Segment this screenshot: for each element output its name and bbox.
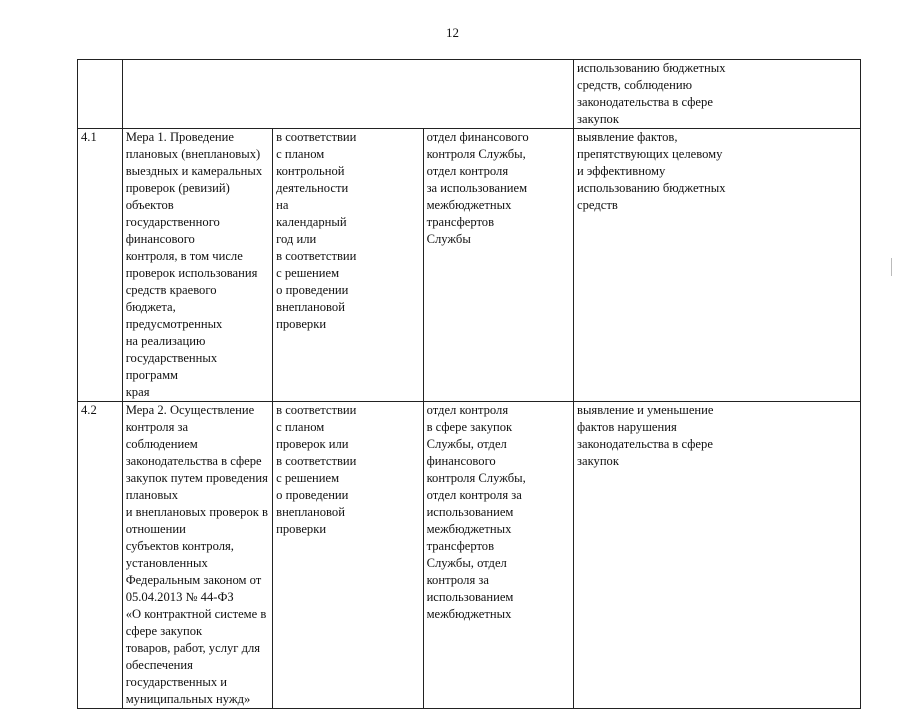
cell-measure: Мера 1. Проведение плановых (внеплановых) выездных и камеральных проверок (ревизий) объектов государственного финансового контроля, в том числе проверок использования средств краевого бюджета, предусмотренных на реализацию государственных программ края [122, 129, 272, 402]
cell-measure: Мера 2. Осуществление контроля за соблюдением законодательства в сфере закупок путем проведения плановых и внеплановых проверок в отношении субъектов контроля, установленных Федеральным законом от 05.04.2013 № 44-ФЗ «О контрактной системе в сфере закупок товаров, работ, услуг для обеспечения государственных и муниципальных нужд» [122, 402, 272, 709]
table-row [78, 402, 861, 709]
cell-measure [122, 60, 573, 129]
cell-result: выявление фактов, препятствующих целевому и эффективному использованию бюджетных средств [574, 129, 861, 402]
page-number: 12 [446, 25, 459, 40]
measures-table [77, 59, 861, 709]
scan-edge-mark [891, 258, 892, 276]
cell-executor: отдел контроля в сфере закупок Службы, отдел финансового контроля Службы, отдел контроля за использованием межбюджетных трансфертов Службы, отдел контроля за использованием межбюджетных [423, 402, 573, 709]
table-row-continuation [78, 60, 861, 129]
cell-term: в соответствии с планом проверок или в соответствии с решением о проведении внеплановой проверки [273, 402, 423, 709]
cell-number: 4.1 [78, 129, 123, 402]
cell-number: 4.2 [78, 402, 123, 709]
cell-term: в соответствии с планом контрольной деятельности на календарный год или в соответствии с решением о проведении внеплановой проверки [273, 129, 423, 402]
table-row [78, 129, 861, 402]
cell-executor: отдел финансового контроля Службы, отдел контроля за использованием межбюджетных трансфертов Службы [423, 129, 573, 402]
cell-result: выявление и уменьшение фактов нарушения законодательства в сфере закупок [574, 402, 861, 709]
cell-number [78, 60, 123, 129]
cell-result: использованию бюджетных средств, соблюдению законодательства в сфере закупок [574, 60, 861, 129]
